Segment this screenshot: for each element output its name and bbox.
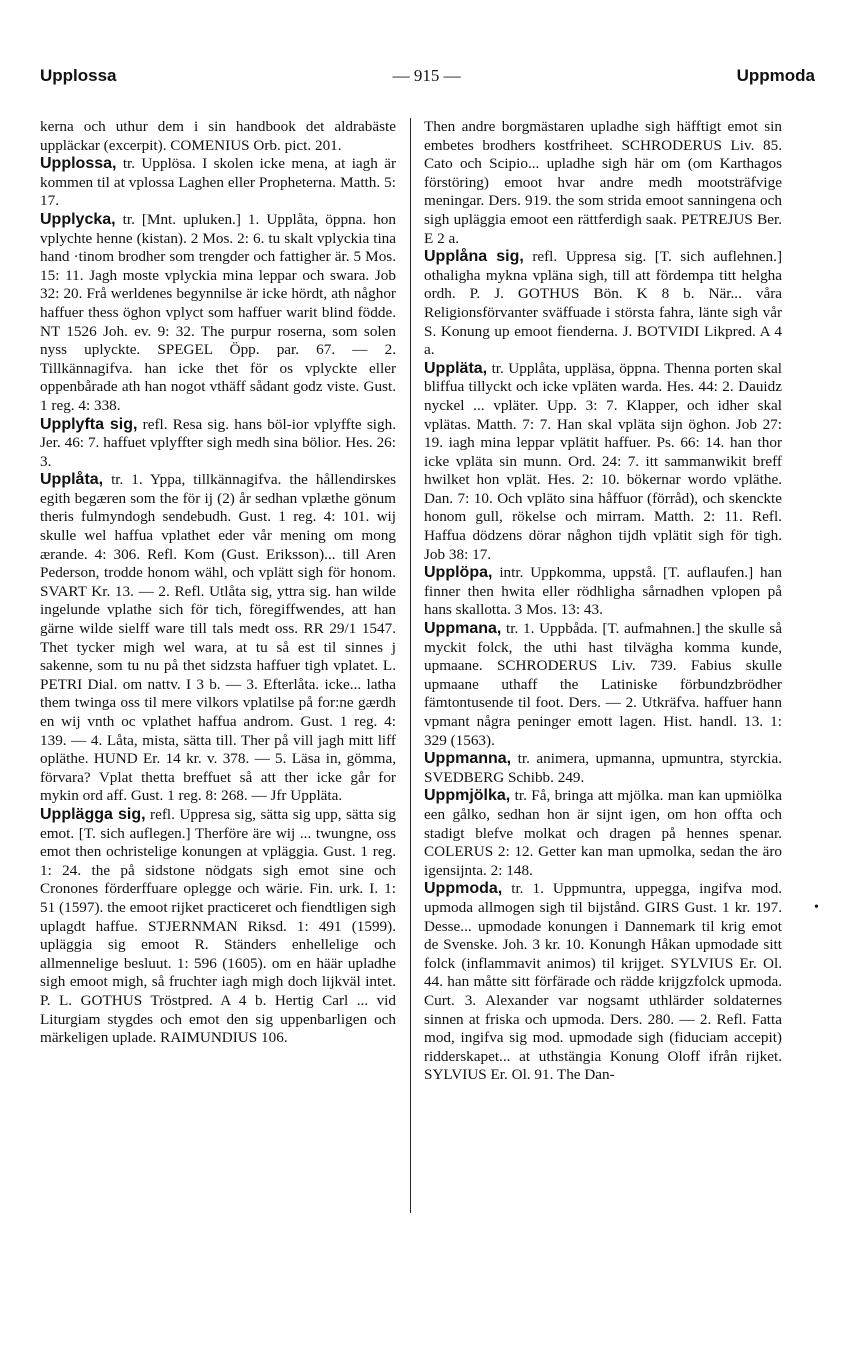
dictionary-entry — [424, 360, 782, 565]
headword: Upplåta, — [40, 471, 104, 489]
headword: Upplyfta sig, — [40, 415, 138, 433]
page-number: — 915 — — [392, 66, 461, 85]
entry-text: refl. Uppresa sig, sätta sig upp, sätta sig emot. [T. sich auflegen.] Therföre äre wij ... twungne, oss emot then ochristelige konungen at vpläggia. Gust. 1 reg. 1: 24. the på sidstone nödgats sigh emot sine och Cronones förderffuare oplegge och wärie. Fin. urk. I. 1: 51 (1597). the emoot rijket practiceret och fiendtligen sigh uplagdt haffue. STJERNMAN Riksd. 1: 491 (1599). upläggia sig emoot R. Ständers enhellelige och allmennelige besluut. 1: 596 (1605). om en häär upladhe sigh emoot migh, så fruchter iagh migh doch lijkväl intet. P. L. GOTHUS Tröstpred. A 4 b. Hertig Carl ... vid Liturgiam stygdes och emot den sig uppenbarligen och märkeligen uplade. RAIMUNDIUS 106. — [40, 805, 397, 1047]
dictionary-entry — [424, 620, 782, 750]
entry-text: refl. Uppresa sig. [T. sich auflehnen.] othaligha mykna vpläna sigh, till att fördempa titt helgha ordh. P. J. GOTHUS Bön. K 8 b. När... våra Religionsförvanter sväffuade i största fahra, länte sigh vår S. Konung up emoot fienderna. J. BOTVIDI Likpred. A 4 a. — [424, 248, 782, 359]
headword: Upplåna sig, — [424, 248, 524, 266]
headword: Uppläta, — [424, 359, 488, 377]
headword: Upplycka, — [40, 210, 116, 228]
dictionary-entry — [424, 564, 782, 620]
dictionary-entry — [424, 787, 782, 880]
entry-text: tr. Upplåta, uppläsa, öppna. Thenna porten skal bliffua tillyckt och icke vpläten warda. Hes. 44: 2. Dauidz nyckel ... vpläter. Upp. 3: 7. Klapper, och idher skal vplätas. Matth. 7: 7. Han skal vpläta sijn öghon. Job 27: 19. iagh mina leppar vplätit haffuer. Ps. 66: 14. han thor icke vpläta sin munn. Ord. 24: 7. itt sammanwikit breff hwilket hon vplät. Hes. 2: 10. bökernar wordo vpläthe. Dan. 7: 10. Och vpläto sina håffuor (förråd), och skenckte honom gull, rökelse och mirram. Matth. 2: 11. Refl. Haffua dödzens dörar någhon tijdh vplätit sigh för tigh. Job 38: 17. — [424, 359, 782, 563]
entry-text: tr. Upplösa. I skolen icke mena, at iagh är kommen til at vplossa Laghen eller Propheterna. Matth. 5: 17. — [40, 155, 396, 210]
entry-text: tr. 1. Yppa, tillkännagifva. the hållendirskes egith begæren som the för ij (2) år sedhan vplæthe gönum theris fulmyndogh sendebudh. Gust. 1 reg. 4: 101. wij skulle wel haffua vplathet eder vår mening om mong ærande. 4: 306. Refl. Kom (Gust. Eriksson)... till Aren Pederson, trodde honom wähl, och vplätt sigh för honom. SVART Kr. 13. — 2. Refl. Utlåta sig, yttra sig. han wilde ingelunde vplathe sich för tich, föregiffwendes, att han gärne wilde sielff ware till tals medt oss. RR 29/1 1547. Thet tycker migh wel wara, at tu så est til sinnes j sakenne, som tu nu på thet sidzsta haffuer tigh vplatet. L. PETRI Dial. om nattv. I 3 b. — 3. Efterlåta. icke... latha them twinga oss til mere vilkors vplatilse på for:ne gærdh en wij vnth oc vplathet haffua androm. Gust. 1 reg. 4: 139. — 4. Låta, mista, sätta till. Ther på vill jagh mitt liff opläthe. HUND Er. 14 kr. v. 378. — 5. Läsa in, gömma, förvara? Vplat thetta breffuet så att ther icke går for mykin ord aff. Gust. 1 reg. 8: 268. — Jfr Uppläta. — [40, 471, 396, 805]
headword: Uppmjölka, — [424, 787, 511, 805]
entry-text: refl. Resa sig. hans böl-ior vplyffte sigh. Jer. 46: 7. haffuet vplyffter sigh medh sina bölior. Hes. 26: 3. — [40, 415, 396, 470]
dictionary-entry — [40, 118, 396, 155]
margin-marker: • — [814, 900, 819, 915]
running-head-left-word: Upplossa — [40, 66, 117, 85]
dictionary-entry — [40, 211, 396, 416]
right-column — [424, 118, 782, 1085]
entry-text: Then andre borgmästaren upladhe sigh häfftigt emot sin embetes brodhers kostfriheet. SCHRODERUS Liv. 85. Cato och Scipio... upladhe sigh här om (om Karthagos förstöring) emoot hvar andre medh mootsträfvige meningar. Ders. 919. the som strida emoot sanningena och sigh upläggia emoot een rättferdigh saak. PETREJUS Ber. E 2 a. — [424, 118, 782, 247]
entry-text: tr. Få, bringa att mjölka. man kan upmiölka een gålko, sedhan hon är sijnt igen, om hon offta och stadigt blefve molkat och dragen på hennes spenar. COLERUS 2: 12. Getter kan man upmolka, sedan the äro igensijnta. 2: 148. — [424, 787, 782, 879]
entry-text: tr. 1. Uppbåda. [T. aufmahnen.] the skulle så myckit folck, the uthi hast tilvägha komma kunde, upmaane. SCHRODERUS Liv. 739. Fabius skulle upmaane uthaff the Latiniske förbundzbrödher fämtontusende til foot. Ders. — 2. Utkräfva. haffuer hann vpmant några peninger emott lagen. Hist. handl. 13. 1: 329 (1563). — [424, 620, 782, 749]
running-head — [40, 66, 815, 92]
entry-text: kerna och uthur dem i sin handbook det aldrabäste uppläckar (excerpit). COMENIUS Orb. pict. 201. — [40, 118, 396, 154]
running-head-right-word: Uppmoda — [736, 66, 815, 85]
dictionary-entry — [424, 750, 782, 787]
dictionary-entry — [424, 880, 782, 1085]
headword: Upplägga sig, — [40, 805, 146, 823]
headword: Uppmana, — [424, 620, 502, 638]
dictionary-entry — [40, 471, 396, 806]
headword: Upplöpa, — [424, 564, 493, 582]
column-divider — [410, 118, 411, 1213]
left-column — [40, 118, 396, 1048]
dictionary-entry — [40, 806, 396, 1048]
headword: Upplossa, — [40, 155, 117, 173]
entry-text: tr. 1. Uppmuntra, uppegga, ingifva mod. upmoda allmogen sigh til bijstånd. GIRS Gust. 1 kr. 197. Desse... upmodade konungen i Dannemark til krig emot de Svenske. Joh. 3 kr. 10. Konungh Håkan upmodade sitt folck (inflammavit animos) til krijget. SYLVIUS Er. Ol. 44. han måtte sitt förfärade och rädde krijgzfolck upmoda. Curt. 3. Alexander var nogsamt uthlärder soldaternes sinnen at friska och upmoda. Ders. 280. — 2. Refl. Fatta mod, ingifva sig mod. upmodade sigh (fiduciam accepit) ridderskapet... at uthstängia Konung Oloff ifrån rijket. SYLVIUS Er. Ol. 91. The Dan- — [424, 880, 782, 1084]
headword: Uppmoda, — [424, 880, 503, 898]
dictionary-entry — [424, 248, 782, 360]
dictionary-entry — [40, 416, 396, 472]
dictionary-entry — [40, 155, 396, 211]
dictionary-entry — [424, 118, 782, 248]
headword: Uppmanna, — [424, 750, 512, 768]
entry-text: tr. [Mnt. upluken.] 1. Upplåta, öppna. hon vplychte henne (kistan). 2 Mos. 2: 6. tu skalt vplyckia tina hand ·tinom brodher som trengder och fattigher är. 5 Mos. 15: 11. Jagh moste vplyckia mina leppar och swara. Job 32: 20. Frå werldenes begynnilse är icke hördt, ath någhor haffuer thess öghon vplyct som haffuer warit blind födde. NT 1526 Joh. ev. 9: 32. The purpur roserna, som solen nyss uplyckte. SPEGEL Öpp. par. 67. — 2. Tillkännagifva. han icke thet för os vplyckte eller oppenbårade ath han nogot vthäff sådant godz viste. Gust. 1 reg. 4: 338. — [40, 210, 396, 414]
entry-text: tr. animera, upmanna, upmuntra, styrckia. SVEDBERG Schibb. 249. — [424, 750, 782, 786]
entry-text: intr. Uppkomma, uppstå. [T. auflaufen.] han finner then hwita eller rödhligha sårnadhen vplopen på hans skallotta. 3 Mos. 13: 43. — [424, 564, 782, 619]
